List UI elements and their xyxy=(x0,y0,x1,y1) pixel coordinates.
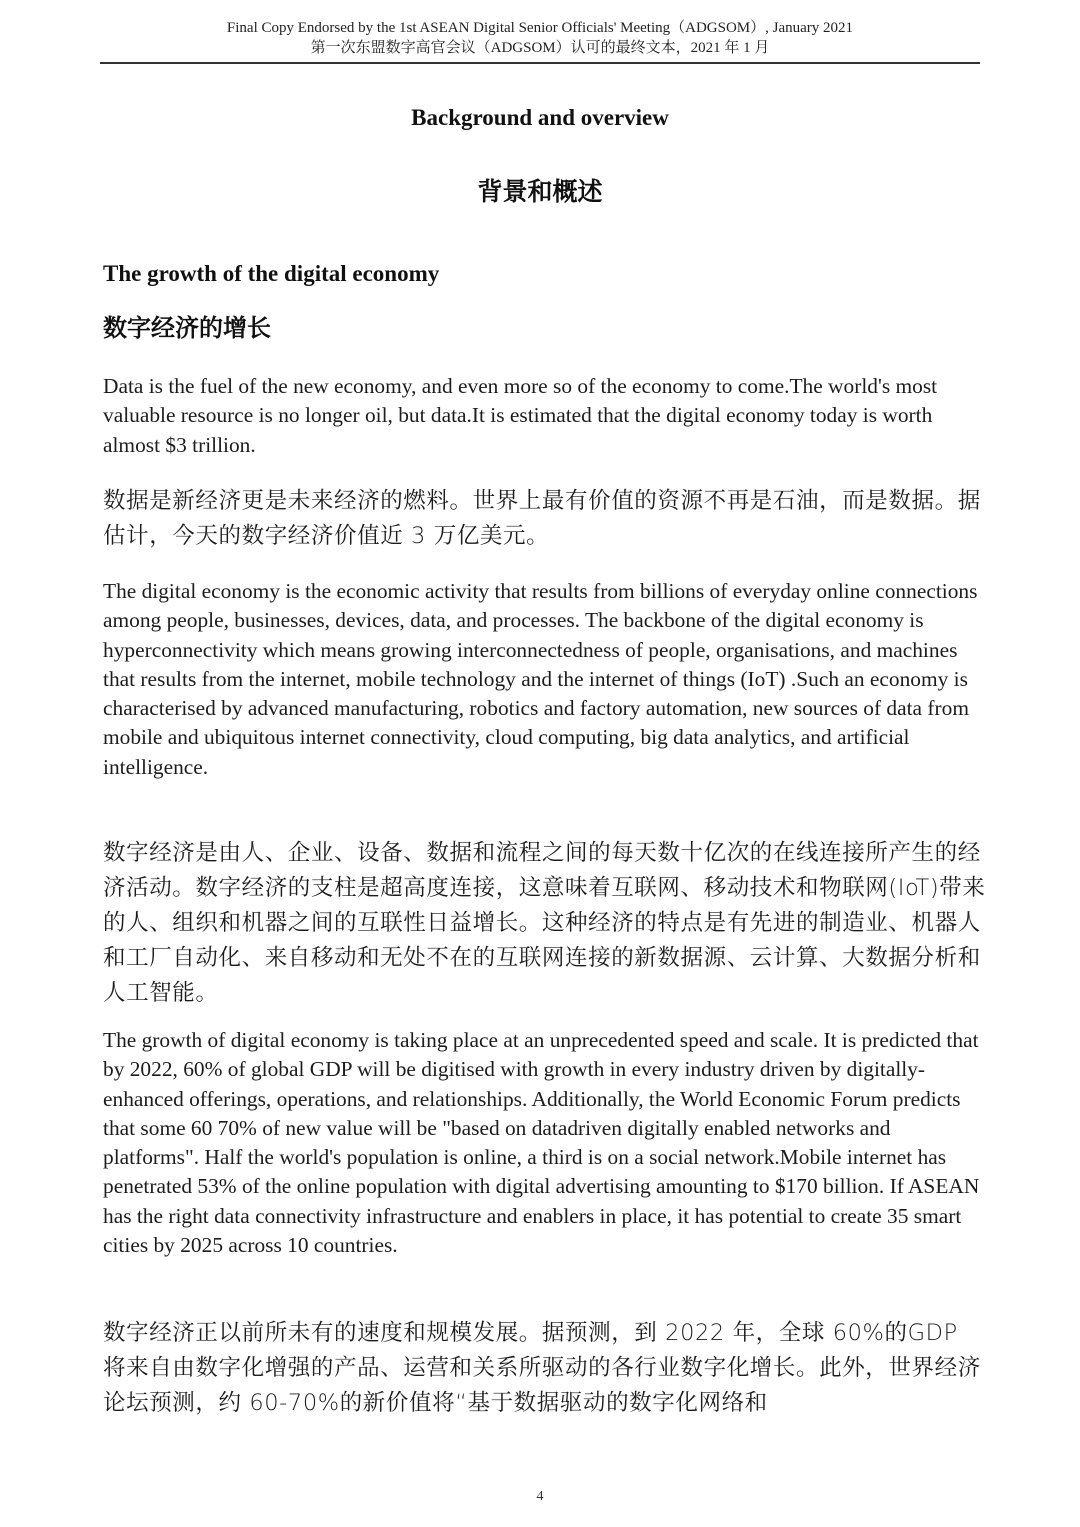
header-line-english: Final Copy Endorsed by the 1st ASEAN Digital Senior Officials' Meeting（ADGSOM）, January 2021 xyxy=(226,20,854,36)
section-title-chinese: 背景和概述 xyxy=(477,177,603,206)
header-divider xyxy=(100,62,980,64)
running-header xyxy=(100,18,980,58)
page-number: 4 xyxy=(536,1489,544,1504)
paragraph-digital-economy-definition-chinese: 数字经济是由人、企业、设备、数据和流程之间的每天数十亿次的在线连接所产生的经济活动。数字经济的支柱是超高度连接，这意味着互联网、移动技术和物联网(IoT)带来的人、组织和机器之间的互联性日益增长。这种经济的特点是有先进的制造业、机器人和工厂自动化、来自移动和无处不在的互联网连接的新数据源、云计算、大数据分析和人工智能。 xyxy=(103,840,986,1006)
subsection-title-english: The growth of the digital economy xyxy=(103,261,440,286)
header-line-chinese: 第一次东盟数字高官会议（ADGSOM）认可的最终文本，2021 年 1 月 xyxy=(310,40,770,56)
paragraph-growth-chinese: 数字经济正以前所未有的速度和规模发展。据预测，到 2022 年，全球 60%的GDP 将来自由数字化增强的产品、运营和关系所驱动的各行业数字化增长。此外，世界经济论坛预测，约 60-70%的新价值将“基于数据驱动的数字化网络和 xyxy=(103,1320,981,1416)
paragraph-growth-english: The growth of digital economy is taking place at an unprecedented speed and scale. It is predicted that by 2022, 60% of global GDP will be digitised with growth in every industry driven by digitally-enhanced offerings, operations, and relationships. Additionally, the World Economic Forum predicts that some 60 70% of new value will be "based on datadriven digitally enabled networks and platforms". Half the world's population is online, a third is on a social network.Mobile internet has penetrated 53% of the online population with digital advertising amounting to $170 billion. If ASEAN has the right data connectivity infrastructure and enablers in place, it has potential to create 35 smart cities by 2025 across 10 countries. xyxy=(103,1028,980,1258)
paragraph-data-fuel-chinese: 数据是新经济更是未来经济的燃料。世界上最有价值的资源不再是石油，而是数据。据估计，今天的数字经济价值近 3 万亿美元。 xyxy=(103,488,981,549)
section-title-english: Background and overview xyxy=(411,105,669,130)
subsection-title-chinese: 数字经济的增长 xyxy=(103,314,271,342)
paragraph-data-fuel-english: Data is the fuel of the new economy, and even more so of the economy to come.The world's most valuable resource is no longer oil, but data.It is estimated that the digital economy today is worth almost $3 trillion. xyxy=(103,374,938,457)
paragraph-digital-economy-definition-english: The digital economy is the economic activity that results from billions of everyday online connections among people, businesses, devices, data, and processes. The backbone of the digital economy is hyperconnectivity which means growing interconnectedness of people, organisations, and machines that results from the internet, mobile technology and the internet of things (IoT) .Such an economy is characterised by advanced manufacturing, robotics and factory automation, new sources of data from mobile and ubiquitous internet connectivity, cloud computing, big data analytics, and artificial intelligence. xyxy=(103,579,978,779)
